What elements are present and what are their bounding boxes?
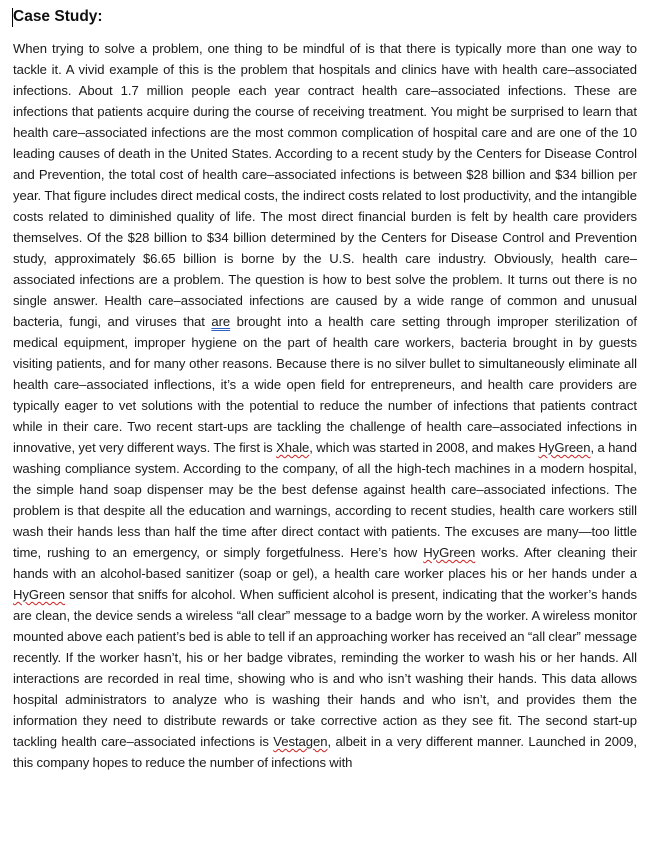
body-segment: , albeit in a very different manner. Launched in 2009, this company hopes to reduce the number of infections with bbox=[13, 734, 638, 770]
body-segment: brought into a health care setting through improper sterilization of medical equipment, improper hygiene on the part of health care workers, bacteria brought in by guests visiting patients, and for many other reasons. Because there is no silver bullet to simultaneously eliminate all health care–associated inflections, it’s a wide open field for entrepreneurs, and health care providers are typically eager to vet solutions with the potential to reduce the number of infections that patients contract while in their care. Two recent start-ups are tackling the challenge of health care–associated infections in innovative, yet very different ways. The first is bbox=[13, 314, 637, 455]
misspelled-word-hygreen[interactable]: HyGreen bbox=[13, 587, 66, 602]
misspelled-word-hygreen[interactable]: HyGreen bbox=[423, 545, 476, 560]
misspelled-word-xhale[interactable]: Xhale bbox=[276, 440, 310, 455]
case-study-body bbox=[13, 38, 637, 773]
body-segment: works. After cleaning their hands with an alcohol-based sanitizer (soap or gel), a health care worker places his or her hands under a bbox=[13, 545, 637, 581]
grammar-flagged-word[interactable]: are bbox=[211, 314, 231, 329]
misspelled-word-hygreen[interactable]: HyGreen bbox=[538, 440, 591, 455]
body-segment: sensor that sniffs for alcohol. When sufficient alcohol is present, indicating that the worker’s hands are clean, the device sends a wireless “all clear” message to a badge worn by the worker. A wireless monitor mounted above each patient’s bed is able to tell if an approaching worker has received an “all clear” message recently. If the worker hasn’t, his or her badge vibrates, reminding the worker to wash his or her hands. All interactions are recorded in real time, showing who is and who isn’t washing their hands. This data allows hospital administrators to analyze who is washing their hands and who isn’t, and provides them the information they need to distribute rewards or take corrective action as they see fit. The second start-up tackling health care–associated infections is bbox=[13, 587, 637, 749]
misspelled-word-vestagen[interactable]: Vestagen bbox=[273, 734, 328, 749]
case-study-heading: Case Study: bbox=[13, 8, 103, 25]
document-page bbox=[13, 6, 637, 773]
body-segment: , a hand washing compliance system. According to the company, of all the high-tech machines in a modern hospital, the simple hand soap dispenser may be the best defense against health care–associated infections. The problem is that despite all the education and warnings, according to recent studies, health care workers still wash their hands less than half the time after direct contact with patients. The excuses are many—too little time, rushing to an emergency, or simply forgetfulness. Here’s how bbox=[13, 440, 637, 560]
body-segment: When trying to solve a problem, one thing to be mindful of is that there is typically more than one way to tackle it. A vivid example of this is the problem that hospitals and clinics have with health care–associated infections. About 1.7 million people each year contract health care–associated infections. These are infections that patients acquire during the course of receiving treatment. You might be surprised to learn that health care–associated infections are the most common complication of hospital care and are one of the 10 leading causes of death in the United States. According to a recent study by the Centers for Disease Control and Prevention, the total cost of health care–associated infections is between $28 billion and $34 billion per year. That figure includes direct medical costs, the indirect costs related to lost productivity, and the intangible costs related to diminished quality of life. The most direct financial burden is felt by health care providers themselves. Of the $28 billion to $34 billion determined by the Centers for Disease Control and Prevention study, approximately $6.65 billion is borne by the U.S. health care industry. Obviously, health care–associated infections are a problem. The question is how to best solve the problem. It turns out there is no single answer. Health care–associated infections are caused by a wide range of common and unusual bacteria, fungi, and viruses that bbox=[13, 41, 637, 329]
body-segment: , which was started in 2008, and makes bbox=[309, 440, 539, 455]
